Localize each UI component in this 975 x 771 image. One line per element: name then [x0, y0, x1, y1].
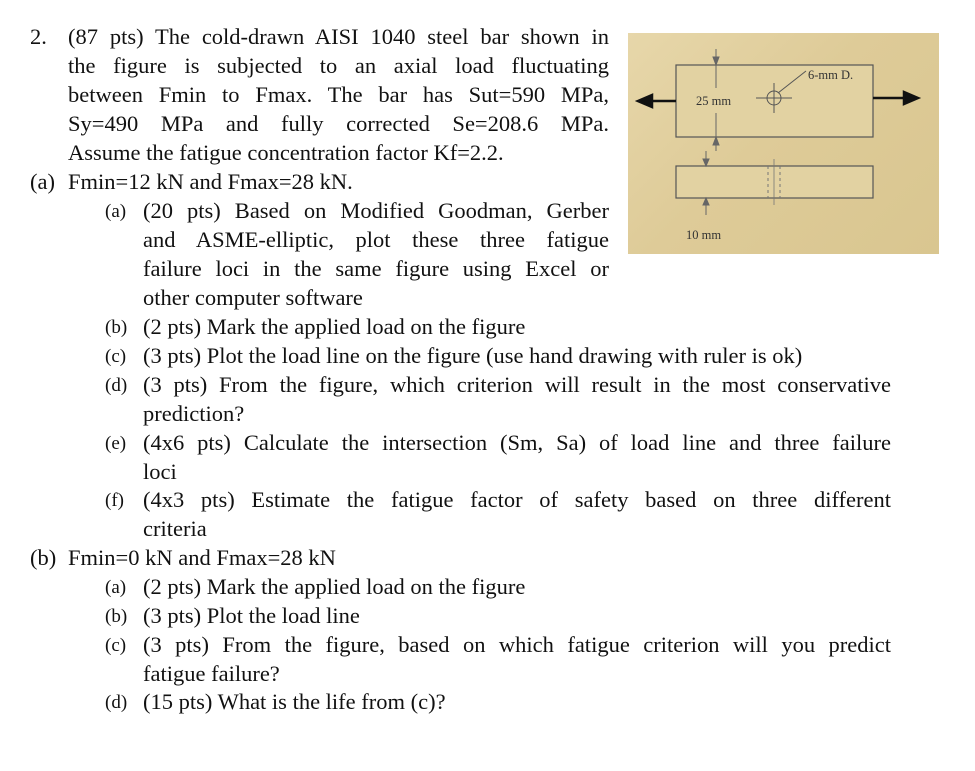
part-a-item-d-label: (d) [105, 375, 128, 396]
part-a-item-f-line-2: criteria [143, 516, 207, 541]
part-a-item-b-label: (b) [105, 317, 128, 338]
left-load-arrow [638, 95, 676, 107]
part-a-item-d-line-2: prediction? [143, 401, 245, 426]
thickness-label: 10 mm [686, 228, 722, 242]
part-a-item-a-label: (a) [105, 201, 127, 222]
part-b-item-d-line-1: (15 pts) What is the life from (c)? [143, 689, 446, 714]
part-a-item-c-label: (c) [105, 346, 127, 367]
problem-line-4: Sy=490 MPa and fully corrected Se=208.6 MPa. [68, 111, 609, 136]
part-a-item-a-line-1: (20 pts) Based on Modified Goodman, Gerber [143, 198, 609, 223]
right-load-arrow [873, 92, 918, 104]
part-a-item-c-line-1: (3 pts) Plot the load line on the figure (use hand drawing with ruler is ok) [143, 343, 803, 368]
part-a-item-a-line-3: failure loci in the same figure using Excel or [143, 256, 609, 281]
bar-side-view [676, 166, 873, 198]
part-b-item-a-line-1: (2 pts) Mark the applied load on the figure [143, 574, 526, 599]
part-b-item-a-label: (a) [105, 577, 127, 598]
hole-label: 6-mm D. [808, 68, 854, 82]
part-b-item-c-line-2: fatigue failure? [143, 661, 280, 686]
part-a-item-e-label: (e) [105, 433, 127, 454]
problem-line-1: (87 pts) The cold-drawn AISI 1040 steel bar shown in [68, 24, 609, 49]
part-a-item-b-line-1: (2 pts) Mark the applied load on the figure [143, 314, 526, 339]
part-b-item-c-label: (c) [105, 635, 127, 656]
part-a-item-d-line-1: (3 pts) From the figure, which criterion will result in the most conservative [143, 372, 891, 397]
problem-line-5: Assume the fatigue concentration factor Kf=2.2. [68, 140, 504, 165]
problem-number: 2. [30, 24, 47, 49]
part-a-item-a-line-2: and ASME-elliptic, plot these three fatigue [143, 227, 609, 252]
part-a-item-e-line-1: (4x6 pts) Calculate the intersection (Sm, Sa) of load line and three failure [143, 430, 891, 455]
part-b-item-b-label: (b) [105, 606, 128, 627]
part-b-text: Fmin=0 kN and Fmax=28 kN [68, 545, 336, 570]
part-a-text: Fmin=12 kN and Fmax=28 kN. [68, 169, 353, 194]
part-a-item-e-line-2: loci [143, 459, 177, 484]
part-b-label: (b) [30, 545, 57, 570]
part-a-item-a-line-4: other computer software [143, 285, 363, 310]
steel-bar-figure [628, 33, 939, 254]
part-b-item-b-line-1: (3 pts) Plot the load line [143, 603, 360, 628]
problem-line-2: the figure is subjected to an axial load fluctuating [68, 53, 609, 78]
width-label: 25 mm [696, 94, 732, 108]
part-a-label: (a) [30, 169, 55, 194]
part-b-item-d-label: (d) [105, 692, 128, 713]
part-a-item-f-label: (f) [105, 490, 124, 511]
part-a-item-f-line-1: (4x3 pts) Estimate the fatigue factor of safety based on three different [143, 487, 891, 512]
part-b-item-c-line-1: (3 pts) From the figure, based on which fatigue criterion will you predict [143, 632, 891, 657]
problem-line-3: between Fmin to Fmax. The bar has Sut=590 MPa, [68, 82, 609, 107]
